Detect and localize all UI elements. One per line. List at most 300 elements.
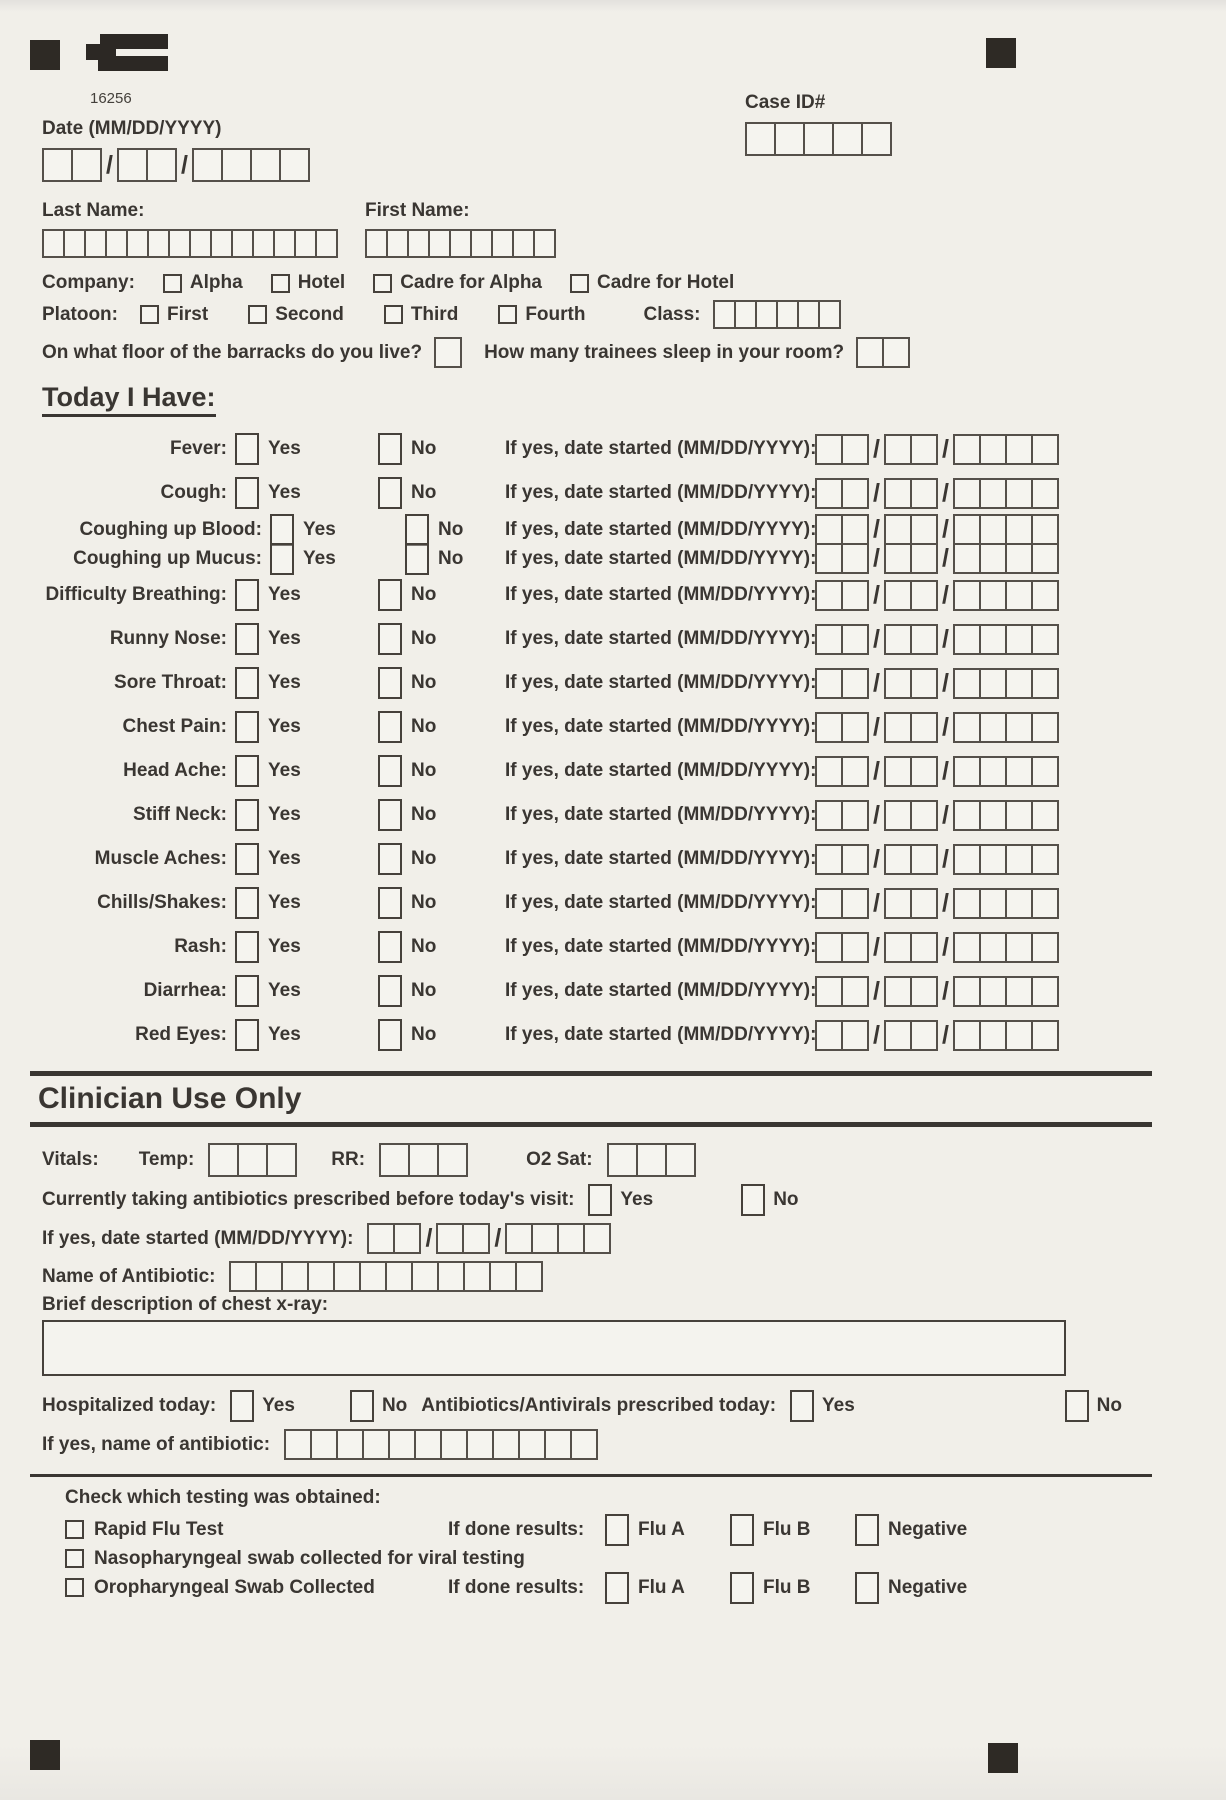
char-box[interactable] (491, 229, 514, 258)
char-box[interactable] (362, 1429, 390, 1460)
no-checkbox[interactable] (378, 755, 402, 787)
date-separator: / (873, 1020, 880, 1049)
char-box[interactable] (281, 1261, 309, 1292)
antibiotics-no-checkbox[interactable] (741, 1184, 765, 1216)
flu-b-checkbox[interactable] (730, 1572, 754, 1604)
char-box[interactable] (434, 337, 462, 368)
yes-checkbox[interactable] (235, 887, 259, 919)
date-started-prompt: If yes, date started (MM/DD/YYYY): (505, 760, 817, 781)
char-box[interactable] (1031, 478, 1059, 509)
char-box[interactable] (979, 712, 1007, 743)
char-box[interactable] (231, 229, 254, 258)
char-box[interactable] (192, 148, 223, 182)
char-box[interactable] (884, 1020, 912, 1051)
char-box[interactable] (953, 624, 981, 655)
char-box[interactable] (1031, 668, 1059, 699)
char-box[interactable] (815, 888, 843, 919)
char-box[interactable] (815, 712, 843, 743)
char-box[interactable] (953, 1020, 981, 1051)
no-checkbox[interactable] (378, 623, 402, 655)
yes-checkbox[interactable] (235, 477, 259, 509)
char-box[interactable] (557, 1223, 585, 1254)
char-box[interactable] (953, 668, 981, 699)
char-box[interactable] (1031, 976, 1059, 1007)
char-box[interactable] (979, 844, 1007, 875)
date-started-prompt: If yes, date started (MM/DD/YYYY): (505, 547, 817, 569)
char-box[interactable] (910, 976, 938, 1007)
char-box[interactable] (884, 756, 912, 787)
date-part-boxes (884, 932, 938, 963)
char-box[interactable] (979, 976, 1007, 1007)
company-option-cadre-hotel[interactable] (570, 272, 734, 294)
char-box[interactable] (1005, 888, 1033, 919)
no-checkbox[interactable] (378, 579, 402, 611)
char-box[interactable] (815, 543, 843, 574)
symptom-label: Rash: (174, 936, 227, 957)
last-name-boxes (42, 229, 338, 258)
date-part-boxes (884, 888, 938, 919)
no-label: No (411, 980, 437, 1001)
char-box[interactable] (884, 888, 912, 919)
char-box[interactable] (489, 1261, 517, 1292)
char-box[interactable] (953, 434, 981, 465)
char-box[interactable] (336, 1429, 364, 1460)
checkbox-icon[interactable] (384, 305, 403, 324)
char-box[interactable] (815, 478, 843, 509)
char-box[interactable] (884, 624, 912, 655)
char-box[interactable] (797, 300, 820, 329)
char-box[interactable] (42, 229, 65, 258)
char-box[interactable] (841, 668, 869, 699)
char-box[interactable] (841, 434, 869, 465)
char-box[interactable] (755, 300, 778, 329)
date-separator: / (873, 844, 880, 873)
xray-description-field[interactable] (42, 1320, 1066, 1376)
char-box[interactable] (1005, 800, 1033, 831)
char-box[interactable] (1005, 514, 1033, 545)
char-box[interactable] (1031, 888, 1059, 919)
char-box[interactable] (42, 148, 73, 182)
char-box[interactable] (1031, 1020, 1059, 1051)
no-label: No (411, 716, 437, 737)
char-box[interactable] (1005, 478, 1033, 509)
char-box[interactable] (815, 976, 843, 1007)
char-box[interactable] (1005, 844, 1033, 875)
char-box[interactable] (910, 932, 938, 963)
char-box[interactable] (1031, 800, 1059, 831)
char-box[interactable] (367, 1223, 395, 1254)
date-separator: / (106, 150, 113, 179)
char-box[interactable] (884, 976, 912, 1007)
hospitalized-yes-checkbox[interactable] (230, 1390, 254, 1422)
char-box[interactable] (884, 844, 912, 875)
date-separator: / (873, 932, 880, 961)
char-box[interactable] (449, 229, 472, 258)
char-box[interactable] (146, 148, 177, 182)
date-started-prompt: If yes, date started (MM/DD/YYYY): (505, 892, 817, 913)
symptom-row (42, 515, 1122, 544)
char-box[interactable] (84, 229, 107, 258)
char-box[interactable] (436, 1223, 464, 1254)
company-option-hotel[interactable] (271, 272, 346, 294)
char-box[interactable] (1031, 844, 1059, 875)
char-box[interactable] (979, 543, 1007, 574)
char-box[interactable] (208, 1143, 239, 1177)
char-box[interactable] (408, 1143, 439, 1177)
company-option-cadre-alpha[interactable] (373, 272, 542, 294)
char-box[interactable] (713, 300, 736, 329)
antibiotics-yes-checkbox[interactable] (588, 1184, 612, 1216)
symptom-label: Runny Nose: (109, 628, 227, 649)
char-box[interactable] (1031, 712, 1059, 743)
char-box[interactable] (979, 434, 1007, 465)
char-box[interactable] (841, 800, 869, 831)
char-box[interactable] (607, 1143, 638, 1177)
char-box[interactable] (953, 976, 981, 1007)
char-box[interactable] (1031, 932, 1059, 963)
char-box[interactable] (979, 668, 1007, 699)
char-box[interactable] (953, 580, 981, 611)
yes-checkbox[interactable] (235, 579, 259, 611)
char-box[interactable] (1031, 514, 1059, 545)
char-box[interactable] (910, 888, 938, 919)
char-box[interactable] (910, 624, 938, 655)
no-checkbox[interactable] (378, 667, 402, 699)
char-box[interactable] (776, 300, 799, 329)
prescribed-no-checkbox[interactable] (1065, 1390, 1089, 1422)
platoon-option-fourth[interactable] (498, 304, 585, 326)
prescribed-yes-checkbox[interactable] (790, 1390, 814, 1422)
char-box[interactable] (544, 1429, 572, 1460)
char-box[interactable] (815, 434, 843, 465)
char-box[interactable] (1005, 932, 1033, 963)
char-box[interactable] (884, 800, 912, 831)
char-box[interactable] (815, 932, 843, 963)
char-box[interactable] (910, 580, 938, 611)
char-box[interactable] (815, 580, 843, 611)
char-box[interactable] (307, 1261, 335, 1292)
char-box[interactable] (910, 1020, 938, 1051)
yes-checkbox[interactable] (235, 799, 259, 831)
yes-checkbox[interactable] (235, 623, 259, 655)
char-box[interactable] (315, 229, 338, 258)
no-checkbox[interactable] (378, 477, 402, 509)
date-part-boxes (815, 888, 869, 919)
no-checkbox[interactable] (405, 514, 429, 546)
char-box[interactable] (910, 712, 938, 743)
flu-a-checkbox[interactable] (605, 1572, 629, 1604)
symptom-row (42, 969, 1122, 1013)
yes-checkbox[interactable] (235, 755, 259, 787)
char-box[interactable] (841, 976, 869, 1007)
date-started-boxes (815, 624, 1059, 655)
char-box[interactable] (841, 1020, 869, 1051)
char-box[interactable] (492, 1429, 520, 1460)
char-box[interactable] (979, 624, 1007, 655)
char-box[interactable] (570, 1429, 598, 1460)
char-box[interactable] (210, 229, 233, 258)
char-box[interactable] (531, 1223, 559, 1254)
date-part-boxes (815, 932, 869, 963)
char-box[interactable] (815, 514, 843, 545)
char-box[interactable] (437, 1143, 468, 1177)
char-box[interactable] (388, 1429, 416, 1460)
char-box[interactable] (953, 932, 981, 963)
char-box[interactable] (229, 1261, 257, 1292)
char-box[interactable] (365, 229, 388, 258)
char-box[interactable] (1005, 1020, 1033, 1051)
char-box[interactable] (414, 1429, 442, 1460)
char-box[interactable] (284, 1429, 312, 1460)
no-checkbox[interactable] (378, 931, 402, 963)
char-box[interactable] (437, 1261, 465, 1292)
char-box[interactable] (411, 1261, 439, 1292)
char-box[interactable] (221, 148, 252, 182)
checkbox-icon[interactable] (140, 305, 159, 324)
char-box[interactable] (841, 543, 869, 574)
negative-checkbox[interactable] (855, 1514, 879, 1546)
char-box[interactable] (126, 229, 149, 258)
char-box[interactable] (1031, 580, 1059, 611)
checkbox-icon[interactable] (498, 305, 517, 324)
char-box[interactable] (979, 756, 1007, 787)
char-box[interactable] (953, 844, 981, 875)
char-box[interactable] (910, 478, 938, 509)
yes-checkbox[interactable] (235, 433, 259, 465)
char-box[interactable] (979, 932, 1007, 963)
char-box[interactable] (583, 1223, 611, 1254)
char-box[interactable] (841, 624, 869, 655)
char-box[interactable] (882, 337, 910, 368)
yes-checkbox[interactable] (235, 843, 259, 875)
char-box[interactable] (407, 229, 430, 258)
registration-mark (30, 1740, 60, 1770)
company-option-alpha[interactable] (163, 272, 243, 294)
char-box[interactable] (359, 1261, 387, 1292)
char-box[interactable] (815, 668, 843, 699)
yes-label: Yes (268, 1024, 301, 1045)
checkbox-icon[interactable] (163, 274, 182, 293)
char-box[interactable] (470, 229, 493, 258)
char-box[interactable] (1005, 434, 1033, 465)
char-box[interactable] (310, 1429, 338, 1460)
char-box[interactable] (815, 1020, 843, 1051)
char-box[interactable] (1031, 624, 1059, 655)
flu-a-checkbox[interactable] (605, 1514, 629, 1546)
yes-checkbox[interactable] (235, 975, 259, 1007)
char-box[interactable] (168, 229, 191, 258)
char-box[interactable] (841, 478, 869, 509)
char-box[interactable] (884, 478, 912, 509)
test-checkbox[interactable] (65, 1549, 84, 1568)
char-box[interactable] (463, 1261, 491, 1292)
char-box[interactable] (386, 229, 409, 258)
date-started-prompt: If yes, date started (MM/DD/YYYY): (505, 804, 817, 825)
char-box[interactable] (1031, 434, 1059, 465)
char-box[interactable] (385, 1261, 413, 1292)
char-box[interactable] (884, 543, 912, 574)
char-box[interactable] (1005, 712, 1033, 743)
char-box[interactable] (910, 844, 938, 875)
no-checkbox[interactable] (378, 1019, 402, 1051)
char-box[interactable] (533, 229, 556, 258)
char-box[interactable] (255, 1261, 283, 1292)
char-box[interactable] (428, 229, 451, 258)
char-box[interactable] (979, 514, 1007, 545)
char-box[interactable] (884, 434, 912, 465)
no-checkbox[interactable] (378, 843, 402, 875)
checkbox-icon[interactable] (570, 274, 589, 293)
no-checkbox[interactable] (378, 799, 402, 831)
checkbox-icon[interactable] (248, 305, 267, 324)
char-box[interactable] (910, 756, 938, 787)
char-box[interactable] (953, 800, 981, 831)
char-box[interactable] (515, 1261, 543, 1292)
char-box[interactable] (71, 148, 102, 182)
platoon-option-second[interactable] (248, 304, 344, 326)
char-box[interactable] (953, 478, 981, 509)
char-box[interactable] (1005, 543, 1033, 574)
yes-checkbox[interactable] (235, 711, 259, 743)
char-box[interactable] (979, 580, 1007, 611)
char-box[interactable] (979, 888, 1007, 919)
char-box[interactable] (250, 148, 281, 182)
date-part-boxes (953, 478, 1059, 509)
date-separator: / (941, 478, 949, 507)
char-box[interactable] (910, 543, 938, 574)
date-separator: / (941, 976, 949, 1005)
char-box[interactable] (636, 1143, 667, 1177)
prescribed-label: Antibiotics/Antivirals prescribed today: (421, 1395, 777, 1416)
char-box[interactable] (818, 300, 841, 329)
char-box[interactable] (910, 800, 938, 831)
char-box[interactable] (841, 888, 869, 919)
yes-checkbox[interactable] (270, 514, 294, 546)
char-box[interactable] (910, 668, 938, 699)
no-checkbox[interactable] (378, 433, 402, 465)
char-box[interactable] (512, 229, 535, 258)
char-box[interactable] (841, 844, 869, 875)
char-box[interactable] (462, 1223, 490, 1254)
platoon-option-third[interactable] (384, 304, 459, 326)
symptom-label: Chest Pain: (122, 716, 227, 737)
char-box[interactable] (884, 580, 912, 611)
platoon-option-label: Third (410, 303, 459, 325)
char-box[interactable] (117, 148, 148, 182)
date-part-boxes (884, 712, 938, 743)
char-box[interactable] (1005, 756, 1033, 787)
char-box[interactable] (105, 229, 128, 258)
char-box[interactable] (1005, 580, 1033, 611)
char-box[interactable] (841, 514, 869, 545)
char-box[interactable] (189, 229, 212, 258)
no-checkbox[interactable] (378, 975, 402, 1007)
char-box[interactable] (815, 624, 843, 655)
char-box[interactable] (856, 337, 884, 368)
negative-checkbox[interactable] (855, 1572, 879, 1604)
char-box[interactable] (1005, 668, 1033, 699)
yes-checkbox[interactable] (270, 543, 294, 575)
test-checkbox[interactable] (65, 1520, 84, 1539)
yes-checkbox[interactable] (235, 1019, 259, 1051)
char-box[interactable] (979, 1020, 1007, 1051)
char-box[interactable] (841, 932, 869, 963)
char-box[interactable] (815, 844, 843, 875)
char-box[interactable] (505, 1223, 533, 1254)
date-part-boxes (192, 148, 310, 182)
char-box[interactable] (884, 514, 912, 545)
char-box[interactable] (466, 1429, 494, 1460)
no-checkbox[interactable] (405, 543, 429, 575)
char-box[interactable] (1031, 756, 1059, 787)
yes-checkbox[interactable] (235, 931, 259, 963)
char-box[interactable] (910, 514, 938, 545)
char-box[interactable] (841, 580, 869, 611)
hospitalized-no-checkbox[interactable] (350, 1390, 374, 1422)
char-box[interactable] (953, 756, 981, 787)
char-box[interactable] (665, 1143, 696, 1177)
char-box[interactable] (734, 300, 757, 329)
char-box[interactable] (979, 478, 1007, 509)
yes-checkbox[interactable] (235, 667, 259, 699)
char-box[interactable] (815, 800, 843, 831)
char-box[interactable] (237, 1143, 268, 1177)
char-box[interactable] (953, 543, 981, 574)
char-box[interactable] (953, 514, 981, 545)
checkbox-icon[interactable] (271, 274, 290, 293)
char-box[interactable] (279, 148, 310, 182)
char-box[interactable] (393, 1223, 421, 1254)
char-box[interactable] (1031, 543, 1059, 574)
char-box[interactable] (910, 434, 938, 465)
char-box[interactable] (1005, 624, 1033, 655)
char-box[interactable] (379, 1143, 410, 1177)
no-checkbox[interactable] (378, 711, 402, 743)
flu-b-checkbox[interactable] (730, 1514, 754, 1546)
char-box[interactable] (953, 712, 981, 743)
char-box[interactable] (815, 756, 843, 787)
checkbox-icon[interactable] (373, 274, 392, 293)
char-box[interactable] (266, 1143, 297, 1177)
char-box[interactable] (252, 229, 275, 258)
char-box[interactable] (979, 800, 1007, 831)
char-box[interactable] (333, 1261, 361, 1292)
platoon-option-first[interactable] (140, 304, 208, 326)
char-box[interactable] (841, 756, 869, 787)
char-box[interactable] (884, 668, 912, 699)
flu-a-label: Flu A (638, 1576, 685, 1598)
char-box[interactable] (884, 712, 912, 743)
symptom-label: Sore Throat: (114, 672, 227, 693)
char-box[interactable] (63, 229, 86, 258)
test-checkbox[interactable] (65, 1578, 84, 1597)
class-label: Class: (643, 303, 701, 325)
no-label: No (411, 892, 437, 913)
char-box[interactable] (841, 712, 869, 743)
char-box[interactable] (440, 1429, 468, 1460)
antibiotics-question-row (42, 1184, 1122, 1216)
char-box[interactable] (953, 888, 981, 919)
date-part-boxes (953, 756, 1059, 787)
char-box[interactable] (884, 932, 912, 963)
char-box[interactable] (1005, 976, 1033, 1007)
char-box[interactable] (273, 229, 296, 258)
char-box[interactable] (294, 229, 317, 258)
date-started-boxes (815, 668, 1059, 699)
char-box[interactable] (147, 229, 170, 258)
char-box[interactable] (518, 1429, 546, 1460)
no-checkbox[interactable] (378, 887, 402, 919)
